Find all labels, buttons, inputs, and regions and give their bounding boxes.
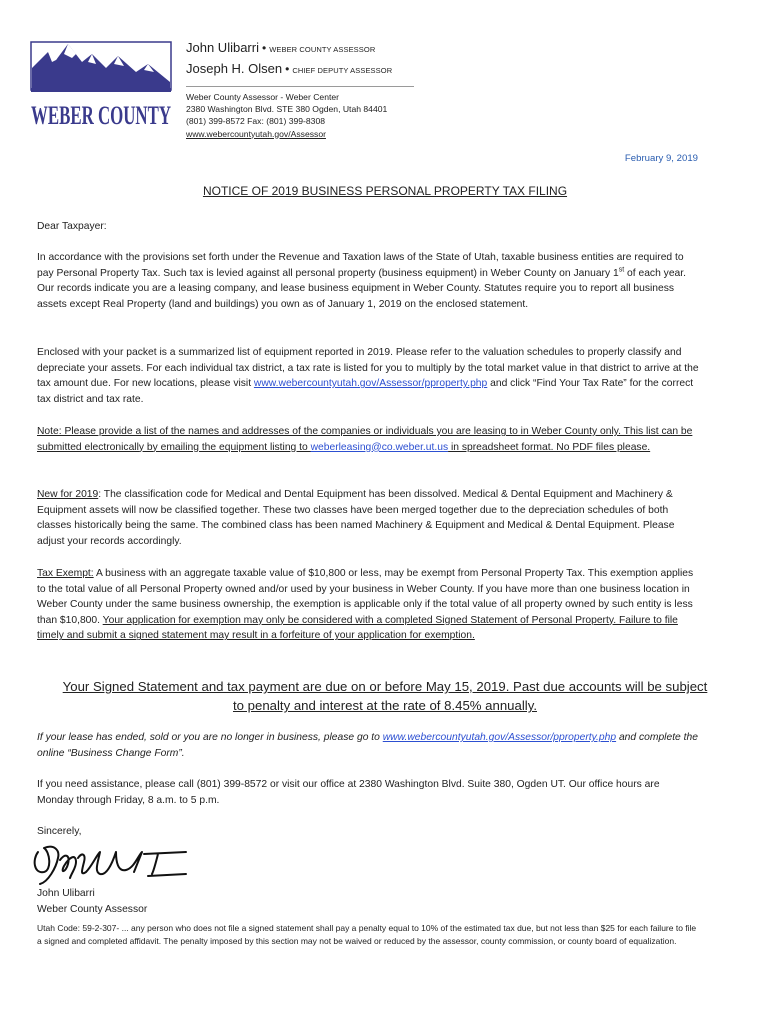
signer-name: John Ulibarri: [37, 888, 95, 899]
p4-text: : The classification code for Medical and Dental Equipment has been dissolved. Medical & Dental Equipment and Machinery & Equipment assets will now be classified together. These two classes have been merged together due to the depreciation schedules of both classes historically being the same. The combined class has been named Machinery & Equipment and Medical & Dental Equipment. Please adjust your records accordingly.: [37, 489, 675, 547]
deputy-name: Joseph H. Olsen: [186, 61, 283, 76]
header-divider: [186, 86, 414, 87]
assessor-title: WEBER COUNTY ASSESSOR: [269, 45, 376, 54]
paragraph-1: [37, 250, 699, 312]
p1-text-a: In accordance with the provisions set forth under the Revenue and Taxation laws of the State of Utah, taxable business entities are required to pay Personal Property Tax. Such tax is levied against all personal property (business equipment) in Weber County on January 1: [37, 252, 684, 279]
p5-text: A business with an aggregate taxable value of $10,800 or less, may be exempt from Personal Property Tax. This exemption applies to the total value of all Personal Property owned and/or used by your business in Weber County. If you have more than one business location in Weber County under the same business ownership, the exemption is applicable only if the total value of all property owned by such entity is less than $10,800.: [37, 568, 694, 626]
notice-line-1: Your Signed Statement and tax payment are due on or before May 15, 2019. Past due accounts will be subject: [62, 679, 708, 694]
letterhead: [186, 38, 416, 140]
salutation: Dear Taxpayer:: [37, 221, 107, 232]
closing: Sincerely,: [37, 826, 82, 837]
pproperty-link[interactable]: www.webercountyutah.gov/Assessor/pproperty.php: [253, 378, 488, 390]
tax-exempt-label: Tax Exempt:: [37, 568, 94, 579]
assessor-name: John Ulibarri: [186, 40, 259, 55]
paragraph-5-exempt: [37, 566, 699, 644]
phone-fax: (801) 399-8572 Fax: (801) 399-8308: [186, 116, 326, 127]
p1-text-b: of each year. Our records indicate you are a leasing company, and lease business equipment in Weber County. Statutes require you to report all business assets except Real Property (land and buildings) you own as of January 1, 2019 on the enclosed statement.: [37, 267, 686, 310]
paragraph-6-change: [37, 730, 699, 761]
p6-text-a: If your lease has ended, sold or you are no longer in business, please go to: [37, 732, 383, 743]
signature: [30, 838, 190, 890]
p5-underlined-text: Your application for exemption may only be considered with a completed Signed Statement of Personal Property. Failure to file timely and submit a signed statement may result in a forfeiture of your application for exemption.: [37, 614, 678, 642]
letter-subject: NOTICE OF 2019 BUSINESS PERSONAL PROPERTY TAX FILING: [202, 184, 568, 198]
website-link[interactable]: www.webercountyutah.gov/Assessor: [186, 128, 326, 139]
p1-superscript: st: [618, 266, 625, 274]
office-name: Weber County Assessor - Weber Center: [186, 92, 340, 102]
p3-text-a: Note: Please provide a list of the names and addresses of the companies or individuals you are leasing to in Weber County only. This list can be submitted electronically by emailing the equipment listing to: [37, 426, 693, 453]
paragraph-7-assistance: If you need assistance, please call (801) 399-8572 or visit our office at 2380 Washington Blvd. Suite 380, Ogden UT. Our office hours are Monday through Friday, 8 a.m. to 5 p.m.: [37, 779, 660, 806]
office-address: [186, 91, 416, 140]
deputy-title: CHIEF DEPUTY ASSESSOR: [292, 66, 393, 75]
assessor-line: John Ulibarri • WEBER COUNTY ASSESSOR: [186, 40, 376, 55]
letter-date: February 9, 2019: [624, 153, 698, 164]
notice-line-2: to penalty and interest at the rate of 8.45% annually.: [232, 698, 537, 713]
utah-code-footnote: Utah Code: 59-2-307- ... any person who does not file a signed statement shall pay a penalty equal to 10% of the estimated tax due, but not less than $25 for each failure to file a signed and completed affidavit. The penalty imposed by this section may not be waived or reduced by the assessor, county commission, or county board of equalization.: [37, 923, 697, 946]
leasing-email-link[interactable]: weberleasing@co.weber.ut.us: [310, 441, 449, 453]
p6-text-b: and complete the online “Business Change Form”.: [37, 732, 698, 759]
svg-text:WEBER COUNTY: WEBER COUNTY: [31, 101, 172, 130]
paragraph-3-note: [37, 424, 699, 455]
weber-county-logo: [26, 38, 176, 130]
signer-title: Weber County Assessor: [37, 904, 148, 915]
deputy-line: Joseph H. Olsen • CHIEF DEPUTY ASSESSOR: [186, 61, 393, 76]
street-address: 2380 Washington Blvd. STE 380 Ogden, Utah 84401: [186, 104, 388, 115]
p2-text-b: and click “Find Your Tax Rate” for the correct tax district and tax rate.: [37, 378, 694, 405]
p2-text-a: Enclosed with your packet is a summarized list of equipment reported in 2019. Please refer to the valuation schedules to properly classify and depreciate your assets. For each individual tax district, a tax rate is listed for you to multiply by the total market value in that district to arrive at the tax amount due. For new locations, please visit: [37, 347, 699, 390]
paragraph-4-new: [37, 487, 699, 549]
new-for-2019-label: New for 2019: [37, 489, 99, 500]
due-date-notice: [0, 677, 770, 715]
business-change-link[interactable]: www.webercountyutah.gov/Assessor/pproperty.php: [382, 732, 617, 743]
p3-text-b: in spreadsheet format. No PDF files please.: [448, 441, 651, 453]
paragraph-2: [37, 345, 699, 407]
